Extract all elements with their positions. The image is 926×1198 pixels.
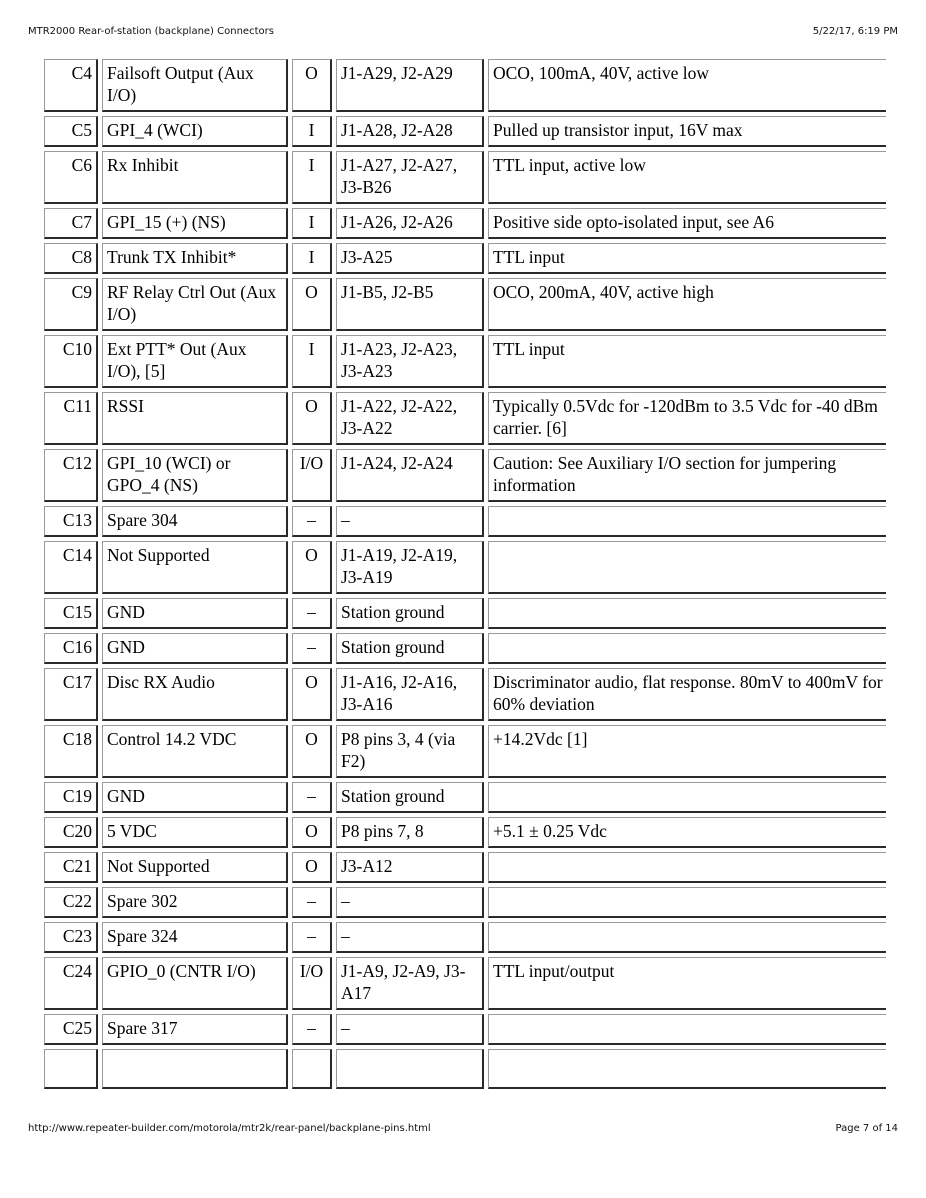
- notes-cell: Caution: See Auxiliary I/O section for jumpering information: [488, 449, 886, 502]
- direction-cell: –: [292, 598, 332, 629]
- direction-cell: O: [292, 59, 332, 112]
- table-row: [44, 633, 886, 664]
- table-row: [44, 598, 886, 629]
- direction-cell: –: [292, 1014, 332, 1045]
- notes-cell: +5.1 ± 0.25 Vdc: [488, 817, 886, 848]
- direction-cell: O: [292, 668, 332, 721]
- pin-cell: C10: [44, 335, 98, 388]
- direction-cell: O: [292, 392, 332, 445]
- direction-cell: O: [292, 725, 332, 778]
- signal-cell: GND: [102, 782, 288, 813]
- connector-cell: J1-A26, J2-A26: [336, 208, 484, 239]
- connector-cell: J1-A22, J2-A22, J3-A22: [336, 392, 484, 445]
- notes-cell: [488, 633, 886, 664]
- signal-cell: Spare 324: [102, 922, 288, 953]
- pin-cell: C9: [44, 278, 98, 331]
- notes-cell: Discriminator audio, flat response. 80mV to 400mV for 60% deviation: [488, 668, 886, 721]
- pin-cell: C12: [44, 449, 98, 502]
- notes-cell: +14.2Vdc [1]: [488, 725, 886, 778]
- signal-cell: Not Supported: [102, 541, 288, 594]
- pin-table-body: [44, 59, 886, 1089]
- signal-cell: GND: [102, 633, 288, 664]
- signal-cell: GPI_15 (+) (NS): [102, 208, 288, 239]
- direction-cell: –: [292, 922, 332, 953]
- table-row: [44, 506, 886, 537]
- pin-cell: C21: [44, 852, 98, 883]
- notes-cell: [488, 598, 886, 629]
- notes-cell: TTL input/output: [488, 957, 886, 1010]
- connector-cell: J1-A29, J2-A29: [336, 59, 484, 112]
- connector-cell: Station ground: [336, 633, 484, 664]
- signal-cell: Spare 304: [102, 506, 288, 537]
- connector-cell: Station ground: [336, 598, 484, 629]
- connector-cell: J1-A27, J2-A27, J3-B26: [336, 151, 484, 204]
- connector-cell: –: [336, 922, 484, 953]
- pin-cell: C13: [44, 506, 98, 537]
- notes-cell: [488, 852, 886, 883]
- signal-cell: [102, 1049, 288, 1089]
- signal-cell: Disc RX Audio: [102, 668, 288, 721]
- pin-cell: C17: [44, 668, 98, 721]
- table-row: [44, 957, 886, 1010]
- notes-cell: [488, 506, 886, 537]
- table-row: [44, 59, 886, 112]
- signal-cell: Not Supported: [102, 852, 288, 883]
- connector-cell: J1-B5, J2-B5: [336, 278, 484, 331]
- pin-cell: C19: [44, 782, 98, 813]
- table-row: [44, 208, 886, 239]
- notes-cell: OCO, 200mA, 40V, active high: [488, 278, 886, 331]
- connector-cell: P8 pins 3, 4 (via F2): [336, 725, 484, 778]
- pin-cell: C5: [44, 116, 98, 147]
- notes-cell: [488, 541, 886, 594]
- direction-cell: I: [292, 116, 332, 147]
- page-header: [28, 26, 898, 37]
- print-datetime: 5/22/17, 6:19 PM: [812, 26, 898, 37]
- document-title: MTR2000 Rear-of-station (backplane) Connectors: [28, 26, 274, 37]
- pin-cell: C18: [44, 725, 98, 778]
- table-row: [44, 335, 886, 388]
- table-row: [44, 887, 886, 918]
- signal-cell: Ext PTT* Out (Aux I/O), [5]: [102, 335, 288, 388]
- signal-cell: Spare 302: [102, 887, 288, 918]
- connector-cell: J1-A19, J2-A19, J3-A19: [336, 541, 484, 594]
- connector-cell: –: [336, 1014, 484, 1045]
- table-row: [44, 116, 886, 147]
- signal-cell: Failsoft Output (Aux I/O): [102, 59, 288, 112]
- connector-cell: J1-A28, J2-A28: [336, 116, 484, 147]
- pin-cell: C6: [44, 151, 98, 204]
- signal-cell: Trunk TX Inhibit*: [102, 243, 288, 274]
- direction-cell: O: [292, 852, 332, 883]
- table-row: [44, 782, 886, 813]
- signal-cell: Rx Inhibit: [102, 151, 288, 204]
- pin-cell: C24: [44, 957, 98, 1010]
- notes-cell: TTL input: [488, 335, 886, 388]
- direction-cell: I: [292, 243, 332, 274]
- signal-cell: GPIO_0 (CNTR I/O): [102, 957, 288, 1010]
- direction-cell: –: [292, 887, 332, 918]
- direction-cell: –: [292, 633, 332, 664]
- direction-cell: I: [292, 335, 332, 388]
- page-footer: [28, 1123, 898, 1134]
- pin-cell: C16: [44, 633, 98, 664]
- notes-cell: TTL input, active low: [488, 151, 886, 204]
- signal-cell: Control 14.2 VDC: [102, 725, 288, 778]
- notes-cell: Pulled up transistor input, 16V max: [488, 116, 886, 147]
- direction-cell: –: [292, 782, 332, 813]
- signal-cell: 5 VDC: [102, 817, 288, 848]
- table-row: [44, 922, 886, 953]
- connector-cell: J1-A16, J2-A16, J3-A16: [336, 668, 484, 721]
- notes-cell: Positive side opto-isolated input, see A6: [488, 208, 886, 239]
- notes-cell: [488, 1014, 886, 1045]
- direction-cell: I/O: [292, 449, 332, 502]
- signal-cell: Spare 317: [102, 1014, 288, 1045]
- connector-cell: –: [336, 887, 484, 918]
- direction-cell: I: [292, 151, 332, 204]
- pin-table: [40, 59, 886, 1093]
- signal-cell: GPI_4 (WCI): [102, 116, 288, 147]
- notes-cell: Typically 0.5Vdc for -120dBm to 3.5 Vdc for -40 dBm carrier. [6]: [488, 392, 886, 445]
- table-row: [44, 243, 886, 274]
- direction-cell: I: [292, 208, 332, 239]
- pin-table-container: [40, 59, 886, 1102]
- signal-cell: RF Relay Ctrl Out (Aux I/O): [102, 278, 288, 331]
- page-number: Page 7 of 14: [835, 1123, 898, 1134]
- connector-cell: J3-A12: [336, 852, 484, 883]
- pin-cell: C14: [44, 541, 98, 594]
- signal-cell: GND: [102, 598, 288, 629]
- direction-cell: –: [292, 506, 332, 537]
- connector-cell: [336, 1049, 484, 1089]
- table-row: [44, 852, 886, 883]
- direction-cell: O: [292, 817, 332, 848]
- pin-cell: [44, 1049, 98, 1089]
- notes-cell: [488, 922, 886, 953]
- signal-cell: GPI_10 (WCI) or GPO_4 (NS): [102, 449, 288, 502]
- pin-cell: C11: [44, 392, 98, 445]
- source-url[interactable]: http://www.repeater-builder.com/motorola/mtr2k/rear-panel/backplane-pins.html: [28, 1123, 431, 1134]
- connector-cell: P8 pins 7, 8: [336, 817, 484, 848]
- table-row: [44, 1014, 886, 1045]
- pin-cell: C4: [44, 59, 98, 112]
- table-row: [44, 1049, 886, 1089]
- direction-cell: [292, 1049, 332, 1089]
- connector-cell: J1-A24, J2-A24: [336, 449, 484, 502]
- signal-cell: RSSI: [102, 392, 288, 445]
- pin-cell: C25: [44, 1014, 98, 1045]
- table-row: [44, 817, 886, 848]
- table-row: [44, 392, 886, 445]
- connector-cell: J3-A25: [336, 243, 484, 274]
- table-row: [44, 449, 886, 502]
- pin-cell: C20: [44, 817, 98, 848]
- connector-cell: –: [336, 506, 484, 537]
- notes-cell: [488, 1049, 886, 1089]
- table-row: [44, 725, 886, 778]
- table-row: [44, 541, 886, 594]
- pin-cell: C8: [44, 243, 98, 274]
- pin-cell: C7: [44, 208, 98, 239]
- notes-cell: [488, 887, 886, 918]
- notes-cell: [488, 782, 886, 813]
- table-row: [44, 668, 886, 721]
- pin-cell: C22: [44, 887, 98, 918]
- notes-cell: OCO, 100mA, 40V, active low: [488, 59, 886, 112]
- direction-cell: I/O: [292, 957, 332, 1010]
- connector-cell: Station ground: [336, 782, 484, 813]
- pin-cell: C23: [44, 922, 98, 953]
- direction-cell: O: [292, 541, 332, 594]
- notes-cell: TTL input: [488, 243, 886, 274]
- table-row: [44, 278, 886, 331]
- direction-cell: O: [292, 278, 332, 331]
- table-row: [44, 151, 886, 204]
- connector-cell: J1-A9, J2-A9, J3-A17: [336, 957, 484, 1010]
- pin-cell: C15: [44, 598, 98, 629]
- connector-cell: J1-A23, J2-A23, J3-A23: [336, 335, 484, 388]
